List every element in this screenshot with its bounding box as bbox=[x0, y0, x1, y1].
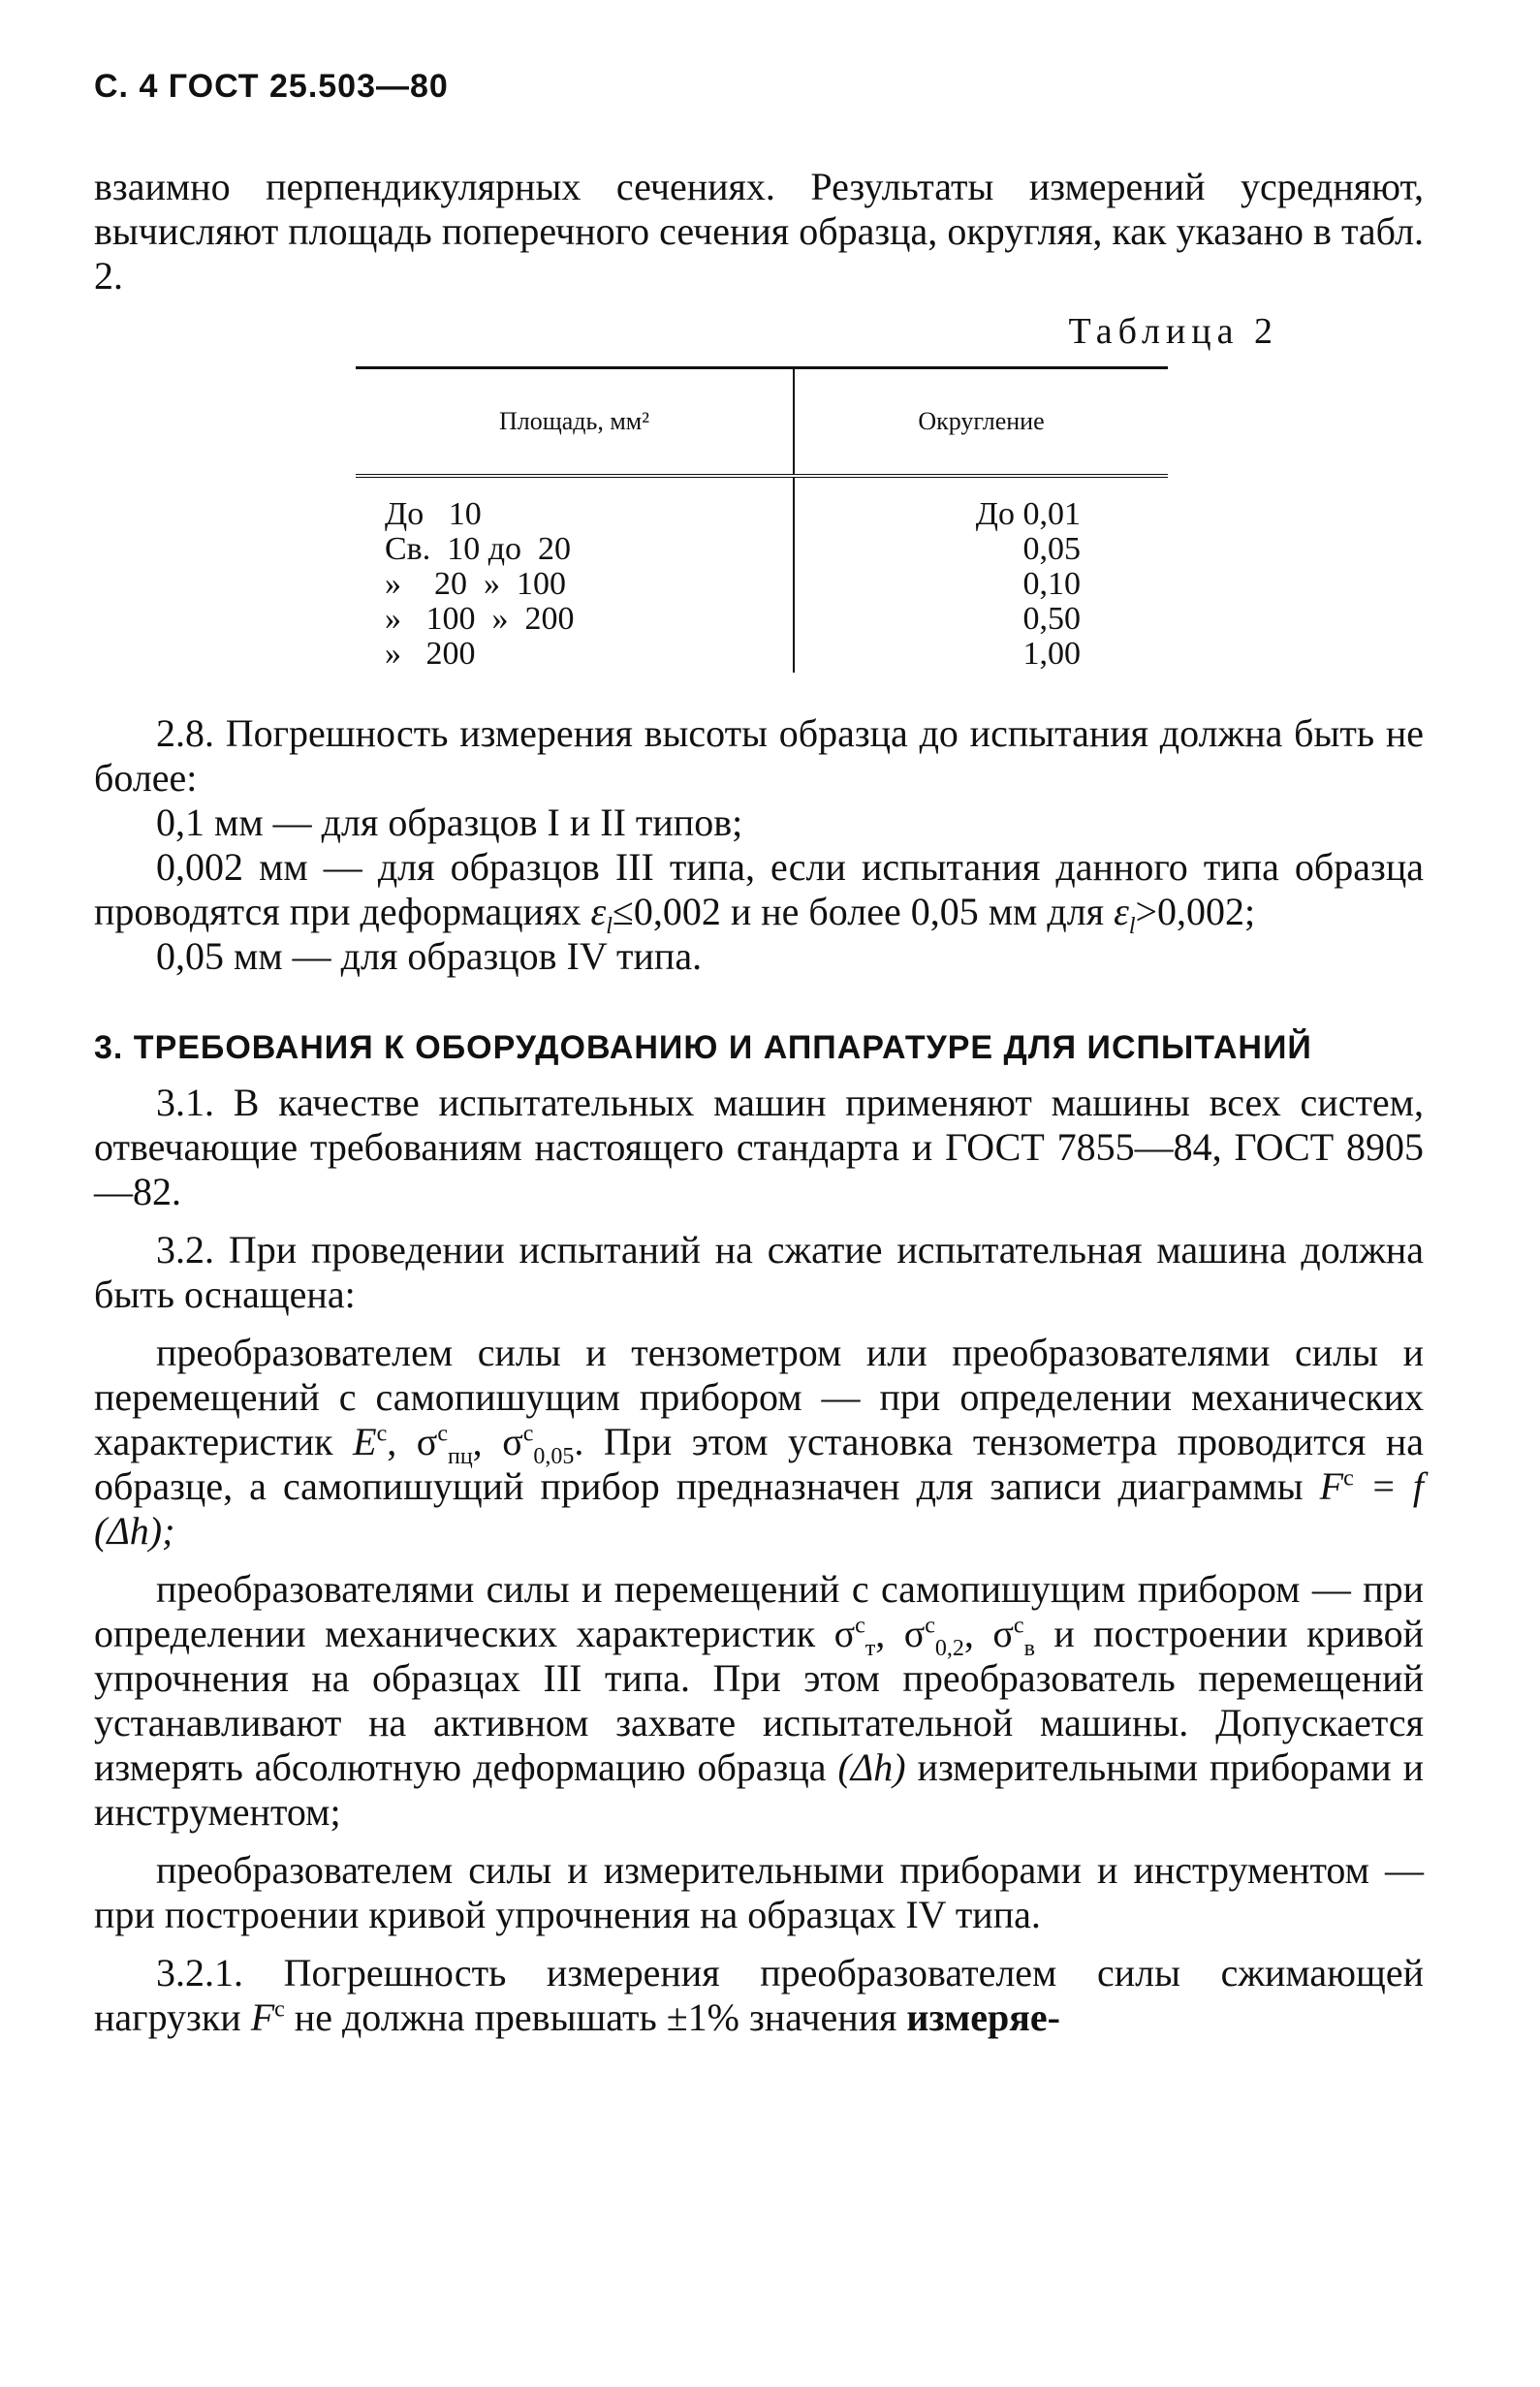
table-cell: 0,05 bbox=[1022, 531, 1081, 567]
rounding-column bbox=[794, 476, 1168, 673]
rounding-table bbox=[356, 366, 1168, 673]
table-cell: » 20 » 100 bbox=[385, 566, 566, 602]
clause-3-2-1: 3.2.1. Погрешность измерения преобразователем силы сжимающей нагрузки $F^c$ не должна превышать ±1% значения измеряе- bbox=[94, 1951, 1424, 2039]
table-header-area: Площадь, мм² bbox=[356, 368, 794, 477]
page-header: С. 4 ГОСТ 25.503—80 bbox=[94, 68, 449, 105]
clause-3-2: 3.2. При проведении испытаний на сжатие испытательная машина должна быть оснащена: bbox=[94, 1228, 1424, 1316]
table-cell: » 100 » 200 bbox=[385, 601, 575, 637]
table-cell: Св. 10 до 20 bbox=[385, 531, 572, 567]
table-cell: 0,10 bbox=[1022, 566, 1081, 602]
table-caption: Таблица 2 bbox=[1068, 311, 1278, 352]
document-body bbox=[94, 165, 1424, 2040]
intro-paragraph: взаимно перпендикулярных сечениях. Результаты измерений усредняют, вычисляют площадь поперечного сечения образца, округляя, как указано в табл. 2. bbox=[94, 165, 1424, 298]
clause-3-2-item-2: преобразователями силы и перемещений с самопишущим прибором — при определении механических характеристик $\sigma^c_т$, $\sigma^c_{0,2}$, $\sigma^c_в$ и построении кривой упрочнения на образцах III типа. При этом преобразователь перемещений устанавливают на активном захвате испытательной машины. Допускается измерять абсолютную деформацию образца (Δh) измерительными приборами и инструментом; bbox=[94, 1567, 1425, 1834]
clause-2-8-item-1: 0,1 мм — для образцов I и II типов; bbox=[156, 801, 743, 844]
table-cell: » 200 bbox=[385, 636, 476, 672]
table-cell: До 10 bbox=[385, 496, 482, 532]
table-cell: До 0,01 bbox=[975, 496, 1081, 532]
clause-3-2-item-3: преобразователем силы и измерительными приборами и инструментом — при построении кривой упрочнения на образцах IV типа. bbox=[94, 1848, 1424, 1936]
clause-3-2-item-1: преобразователем силы и тензометром или преобразователями силы и перемещений с самопишущим прибором — при определении механических характеристик $E^c$, $\sigma^c_{пц}$, $\sigma^c_{0,05}$. При этом установка тензометра проводится на образце, а самопишущий прибор предназначен для записи диаграммы $F^c = f$ (Δh); bbox=[94, 1331, 1424, 1553]
clause-2-8-item-2: 0,002 мм — для образцов III типа, если испытания данного типа образца проводятся при деформациях $\varepsilon_l\le 0,002$ и не более 0,05 мм для $\varepsilon_l>0,002$; bbox=[94, 845, 1424, 939]
section-3-title: 3. ТРЕБОВАНИЯ К ОБОРУДОВАНИЮ И АППАРАТУРЕ ДЛЯ ИСПЫТАНИЙ bbox=[94, 1029, 1312, 1066]
area-column bbox=[356, 476, 794, 673]
clause-2-8-item-3: 0,05 мм — для образцов IV типа. bbox=[156, 934, 703, 978]
table-cell: 1,00 bbox=[1022, 636, 1081, 672]
clause-2-8: 2.8. Погрешность измерения высоты образца до испытания должна быть не более: bbox=[94, 711, 1424, 800]
clause-3-1: 3.1. В качестве испытательных машин применяют машины всех систем, отвечающие требованиям настоящего стандарта и ГОСТ 7855—84, ГОСТ 8905—82. bbox=[94, 1081, 1424, 1213]
table-header-rounding: Округление bbox=[794, 368, 1168, 477]
table-cell: 0,50 bbox=[1022, 601, 1081, 637]
